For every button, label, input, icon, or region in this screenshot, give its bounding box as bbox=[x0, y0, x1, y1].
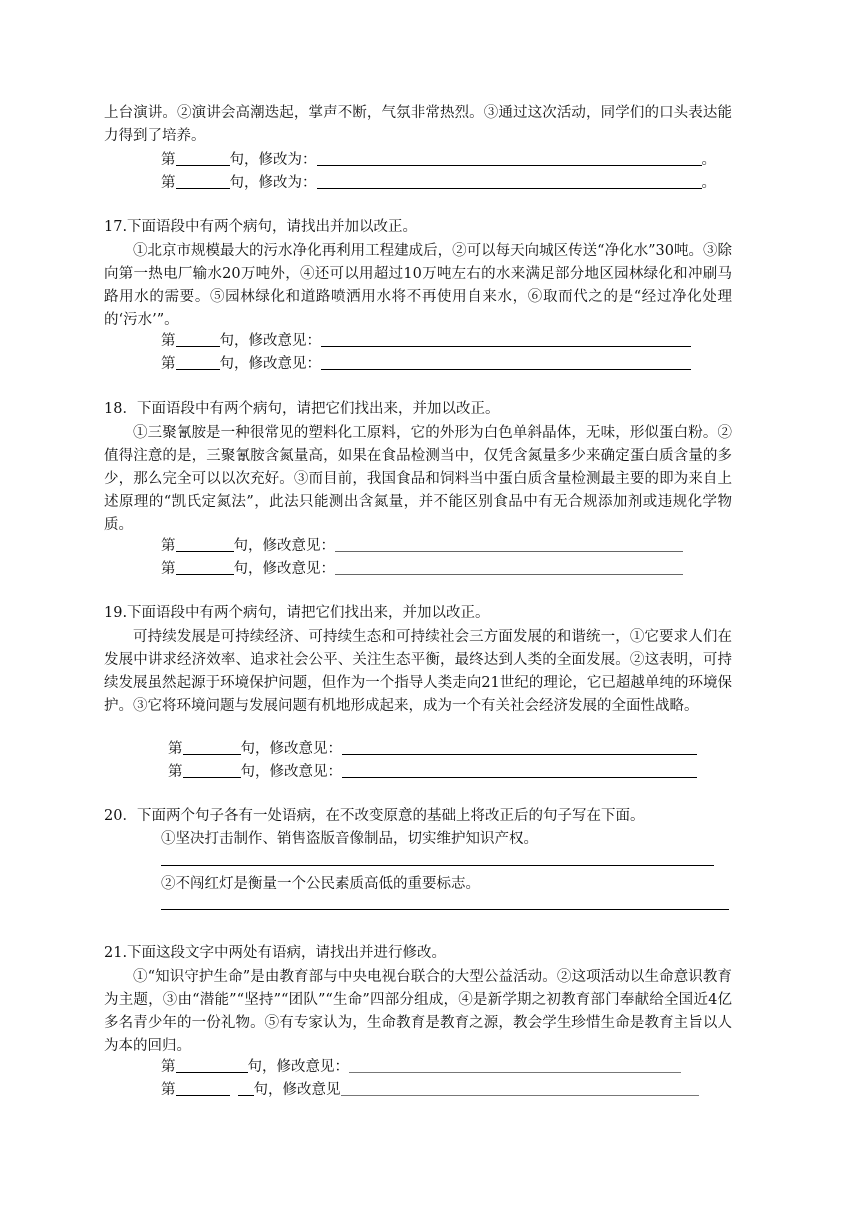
q20-answer-rule-2[interactable] bbox=[161, 909, 729, 910]
revision-blank[interactable] bbox=[341, 1080, 699, 1096]
sentence-number-blank[interactable] bbox=[176, 536, 234, 552]
q19-paragraph: 可持续发展是可持续经济、可持续生态和可持续社会三方面发展的和谐统一，①它要求人们在发展中讲求经济效率、追求社会公平、关注生态平衡，最终达到人类的全面发展。②这表明，可持续发展虽然起源于环境保护问题，但作为一个指导人类走向21世纪的理论，它已超越单纯的环境保护。③它将环境问题与发展问题有机地形成起来，成为一个有关社会经济发展的全面性战略。 bbox=[104, 629, 732, 714]
q18-title: 18．下面语段中有两个病句，请把它们找出来，并加以改正。 bbox=[104, 401, 500, 417]
q20-sentence-1: ①坚决打击制作、销售盗版音像制品，切实维护知识产权。 bbox=[161, 831, 538, 847]
q19-answer-line-1: 第 句，修改意见： bbox=[168, 738, 697, 760]
sentence-number-blank[interactable] bbox=[183, 739, 241, 755]
q20-title: 20．下面两个句子各有一处语病，在不改变原意的基础上将改正后的句子写在下面。 bbox=[104, 808, 645, 824]
sentence-number-blank[interactable] bbox=[176, 1057, 248, 1073]
revision-blank[interactable] bbox=[349, 1057, 681, 1073]
sentence-number-blank[interactable] bbox=[176, 354, 220, 370]
sentence-number-blank-extra[interactable] bbox=[238, 1080, 254, 1096]
revision-blank[interactable] bbox=[342, 739, 697, 755]
revision-blank[interactable] bbox=[335, 536, 683, 552]
sentence-number-blank[interactable] bbox=[176, 559, 234, 575]
q17-title: 17.下面语段中有两个病句，请找出并加以改正。 bbox=[104, 219, 418, 235]
q20-sentence-2: ②不闯红灯是衡量一个公民素质高低的重要标志。 bbox=[161, 876, 480, 892]
q21-answer-line-2: 第 句，修改意见 bbox=[161, 1079, 699, 1101]
sentence-number-blank[interactable] bbox=[183, 762, 241, 778]
q20-answer-rule-1[interactable] bbox=[161, 865, 714, 866]
q21-paragraph: ①“知识守护生命”是由教育部与中央电视台联合的大型公益活动。②这项活动以生命意识教育为主题，③由“潜能”“坚持”“团队”“生命”四部分组成，④是新学期之初教育部门奉献给全国近4亿多名青少年的一份礼物。⑤有专家认为，生命教育是教育之源，教会学生珍惜生命是教育主旨以人为本的回归。 bbox=[104, 969, 732, 1054]
revision-blank[interactable] bbox=[321, 354, 691, 370]
q19-title: 19.下面语段中有两个病句，请把它们找出来，并加以改正。 bbox=[104, 605, 490, 621]
revision-blank[interactable] bbox=[321, 331, 691, 347]
sentence-number-blank[interactable] bbox=[176, 150, 230, 166]
q17-paragraph: ①北京市规模最大的污水净化再利用工程建成后，②可以每天向城区传送“净化水”30吨。③除向第一热电厂输水20万吨外，④还可以用超过10万吨左右的水来满足部分地区园林绿化和冲刷马路用水的需要。⑤园林绿化和道路喷洒用水将不再使用自来水，⑥取而代之的是“经过净化处理的‘污水’”。 bbox=[104, 243, 732, 328]
sentence-number-blank[interactable] bbox=[176, 1080, 230, 1096]
q18-answer-line-1: 第 句，修改意见： bbox=[161, 535, 683, 557]
revision-blank[interactable] bbox=[335, 559, 683, 575]
q18-answer-line-2: 第 句，修改意见： bbox=[161, 558, 683, 580]
q17-answer-line-2: 第 句，修改意见： bbox=[161, 353, 691, 375]
revision-blank[interactable] bbox=[342, 762, 697, 778]
q16-paragraph: 上台演讲。②演讲会高潮迭起，掌声不断，气氛非常热烈。③通过这次活动，同学们的口头表达能力得到了培养。 bbox=[104, 105, 732, 144]
sentence-number-blank[interactable] bbox=[176, 331, 220, 347]
revision-blank[interactable] bbox=[317, 173, 702, 189]
q21-answer-line-1: 第 句，修改意见： bbox=[161, 1056, 681, 1078]
q19-answer-line-2: 第 句，修改意见： bbox=[168, 761, 697, 783]
revision-blank[interactable] bbox=[317, 150, 702, 166]
q18-paragraph: ①三聚氰胺是一种很常见的塑料化工原料，它的外形为白色单斜晶体，无味，形似蛋白粉。②值得注意的是，三聚氰胺含氮量高，如果在食品检测当中，仅凭含氮量多少来确定蛋白质含量的多少，那么完全可以以次充好。③而目前，我国食品和饲料当中蛋白质含量检测最主要的即为来自上述原理的“凯氏定氮法”，此法只能测出含氮量，并不能区别食品中有无合规添加剂或违规化学物质。 bbox=[104, 425, 732, 533]
q17-answer-line-1: 第 句，修改意见： bbox=[161, 330, 691, 352]
q16-answer-line-2: 第 句，修改为： 。 bbox=[161, 175, 716, 191]
sentence-number-blank[interactable] bbox=[176, 173, 230, 189]
q16-answer-line-1: 第 句，修改为： 。 bbox=[161, 152, 716, 168]
q21-title: 21.下面这段文字中两处有语病，请找出并进行修改。 bbox=[104, 945, 447, 961]
